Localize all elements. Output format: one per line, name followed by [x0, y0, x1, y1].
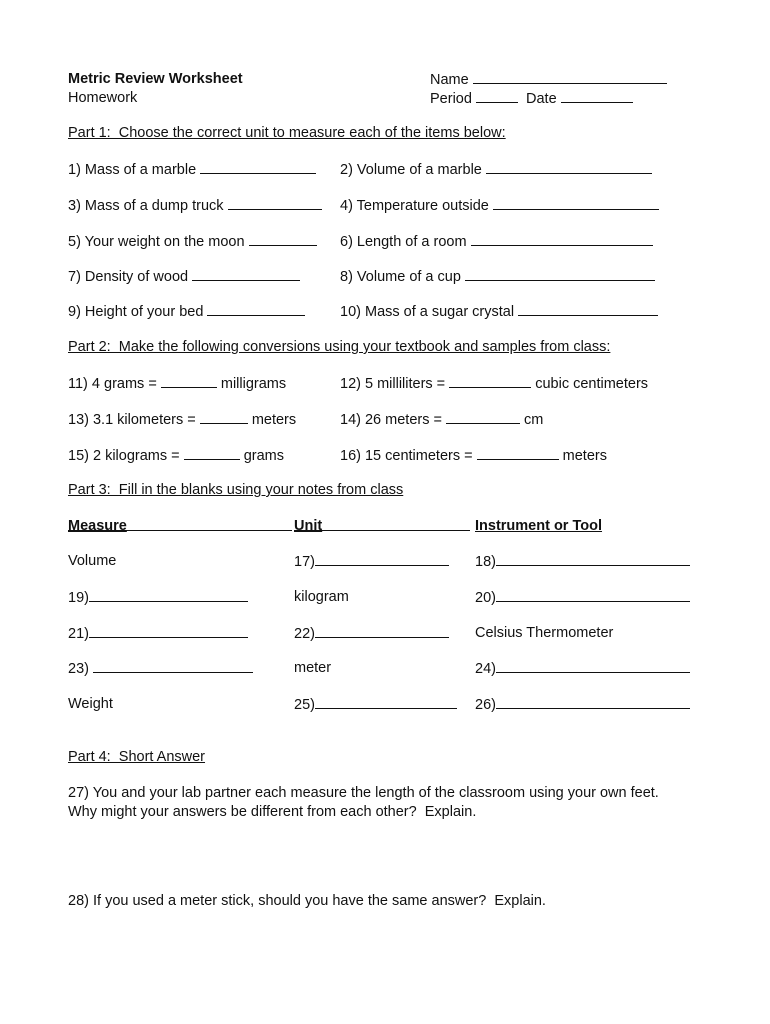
question-item[interactable]: 9) Height of your bed	[68, 302, 305, 321]
table-cell-tool[interactable]: 20)	[475, 588, 690, 607]
answer-blank[interactable]	[315, 552, 449, 566]
answer-blank[interactable]	[496, 695, 690, 709]
answer-blank[interactable]	[486, 160, 652, 174]
conversion-item[interactable]: 12) 5 milliliters = cubic centimeters	[340, 376, 649, 392]
part1-heading: Part 1: Choose the correct unit to measure each of the items below:	[68, 125, 506, 141]
table-cell-unit[interactable]: 25)	[294, 695, 457, 714]
answer-blank[interactable]	[228, 196, 322, 210]
answer-blank[interactable]	[446, 410, 520, 424]
part2-heading: Part 2: Make the following conversions using your textbook and samples from class:	[68, 339, 611, 355]
table-cell-unit: kilogram	[294, 589, 349, 605]
part4-heading: Part 4: Short Answer	[68, 749, 206, 765]
answer-blank[interactable]	[477, 446, 559, 460]
column-header-tool: Instrument or Tool	[475, 518, 603, 534]
conversion-item[interactable]: 13) 3.1 kilometers = meters	[68, 412, 297, 428]
answer-blank[interactable]	[200, 410, 248, 424]
answer-blank[interactable]	[249, 232, 317, 246]
table-cell-measure[interactable]: 19)	[68, 588, 248, 607]
worksheet-title: Metric Review Worksheet	[68, 71, 243, 87]
question-item[interactable]: 6) Length of a room	[340, 232, 653, 251]
answer-blank[interactable]	[471, 232, 653, 246]
answer-blank[interactable]	[449, 374, 531, 388]
date-label: Date	[526, 91, 557, 107]
answer-blank[interactable]	[465, 267, 655, 281]
question-item[interactable]: 7) Density of wood	[68, 267, 300, 286]
table-cell-unit: meter	[294, 660, 332, 676]
table-cell-measure: Volume	[68, 553, 117, 569]
answer-blank[interactable]	[315, 624, 449, 638]
table-cell-tool[interactable]: 18)	[475, 552, 690, 571]
date-blank[interactable]	[561, 89, 633, 103]
answer-blank[interactable]	[207, 302, 305, 316]
answer-blank[interactable]	[192, 267, 300, 281]
answer-blank[interactable]	[315, 695, 457, 709]
table-cell-measure: Weight	[68, 696, 113, 712]
answer-blank[interactable]	[518, 302, 658, 316]
table-cell-measure[interactable]: 23)	[68, 659, 253, 678]
answer-blank[interactable]	[89, 588, 248, 602]
header-underline	[68, 517, 292, 536]
column-header-measure: Measure	[68, 518, 127, 534]
question-item[interactable]: 8) Volume of a cup	[340, 267, 655, 286]
answer-blank[interactable]	[93, 659, 253, 673]
answer-blank[interactable]	[493, 196, 659, 210]
answer-blank[interactable]	[161, 374, 217, 388]
part3-heading: Part 3: Fill in the blanks using your notes from class	[68, 482, 404, 498]
period-blank[interactable]	[476, 89, 518, 103]
question-item[interactable]: 10) Mass of a sugar crystal	[340, 302, 658, 321]
answer-blank[interactable]	[496, 552, 690, 566]
period-date-field[interactable]	[430, 89, 633, 108]
table-cell-tool: Celsius Thermometer	[475, 625, 614, 641]
name-label: Name	[430, 72, 469, 88]
table-cell-tool[interactable]: 24)	[475, 659, 690, 678]
question-item[interactable]: 4) Temperature outside	[340, 196, 659, 215]
question-28: 28) If you used a meter stick, should you have the same answer? Explain.	[68, 893, 546, 909]
question-item[interactable]: 3) Mass of a dump truck	[68, 196, 322, 215]
conversion-item[interactable]: 15) 2 kilograms = grams	[68, 448, 284, 464]
conversion-item[interactable]: 16) 15 centimeters = meters	[340, 448, 607, 464]
question-item[interactable]: 1) Mass of a marble	[68, 160, 316, 179]
answer-blank[interactable]	[200, 160, 316, 174]
table-cell-unit[interactable]: 17)	[294, 552, 449, 571]
column-header-unit: Unit	[294, 518, 323, 534]
conversion-item[interactable]: 14) 26 meters = cm	[340, 412, 544, 428]
table-cell-tool[interactable]: 26)	[475, 695, 690, 714]
answer-blank[interactable]	[89, 624, 248, 638]
header-underline	[294, 517, 470, 536]
answer-blank[interactable]	[496, 659, 690, 673]
table-cell-measure[interactable]: 21)	[68, 624, 248, 643]
question-27-line2: Why might your answers be different from each other? Explain.	[68, 804, 477, 820]
name-field[interactable]	[430, 70, 667, 89]
question-item[interactable]: 5) Your weight on the moon	[68, 232, 317, 251]
answer-blank[interactable]	[184, 446, 240, 460]
question-27-line1: 27) You and your lab partner each measure the length of the classroom using your own feet.	[68, 785, 659, 801]
name-blank[interactable]	[473, 70, 667, 84]
worksheet-subtitle: Homework	[68, 90, 138, 106]
period-label: Period	[430, 91, 472, 107]
question-item[interactable]: 2) Volume of a marble	[340, 160, 652, 179]
answer-blank[interactable]	[496, 588, 690, 602]
conversion-item[interactable]: 11) 4 grams = milligrams	[68, 376, 287, 392]
table-cell-unit[interactable]: 22)	[294, 624, 449, 643]
